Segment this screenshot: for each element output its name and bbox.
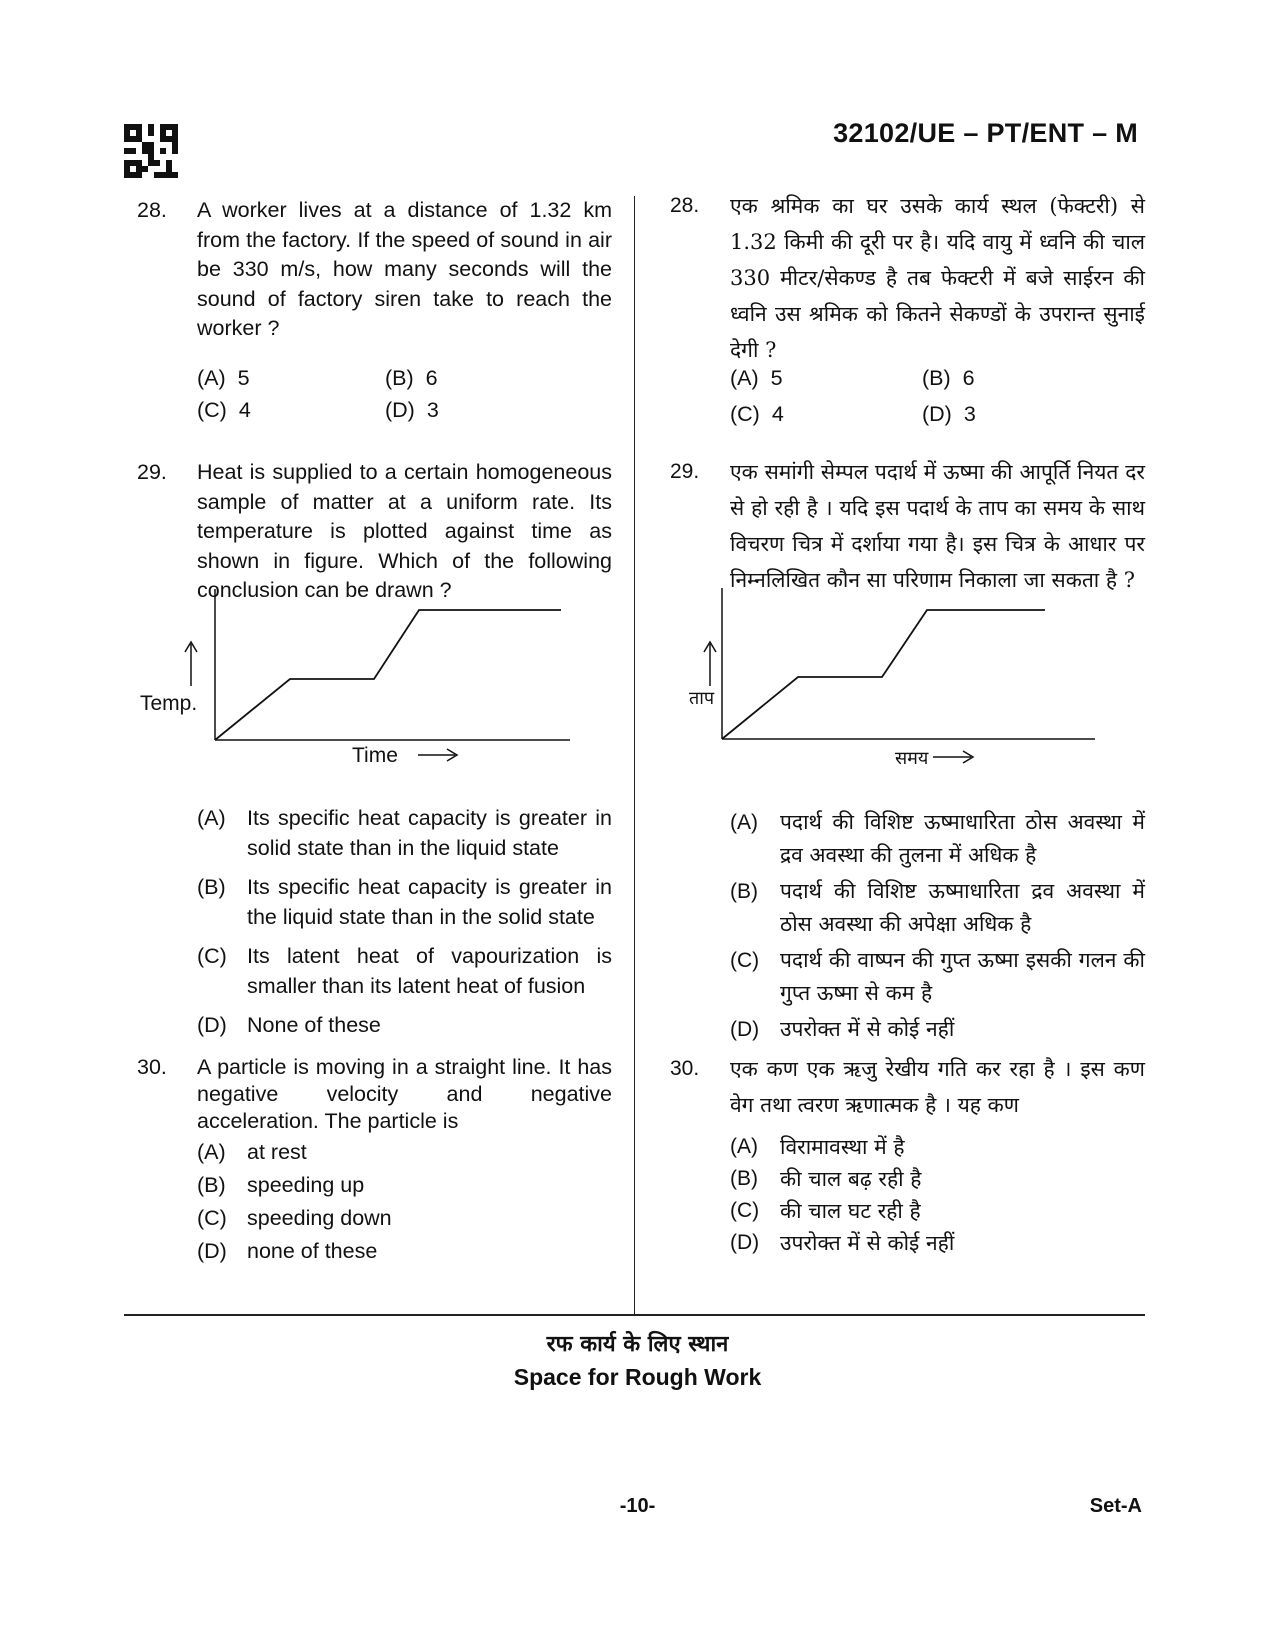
temperature-curve (215, 610, 561, 740)
option-c[interactable]: (C) 4 (197, 398, 251, 422)
question-30-en (137, 1054, 612, 1135)
question-number: 30. (670, 1057, 700, 1080)
option-d[interactable]: (D) उपरोक्त में से कोई नहीं (730, 1231, 955, 1255)
option-a[interactable]: (A) Its specific heat capacity is greater in solid state than in the liquid state (197, 806, 612, 860)
qr-code (124, 124, 178, 178)
option-d[interactable]: (D) None of these (197, 1013, 381, 1037)
rough-work-title-hindi: रफ कार्य के लिए स्थान (546, 1331, 729, 1357)
option-d[interactable]: (D) 3 (385, 398, 439, 422)
option-c[interactable]: (C) Its latent heat of vapourization is smaller than its latent heat of fusion (197, 944, 612, 998)
option-b[interactable]: (B) Its specific heat capacity is greater in the liquid state than in the solid state (197, 875, 612, 929)
paper-code: 32102/UE – PT/ENT – M (833, 118, 1138, 148)
y-axis-label: Temp. (140, 692, 198, 715)
option-d[interactable]: (D) 3 (922, 402, 976, 426)
question-text: एक समांगी सेम्पल पदार्थ में ऊष्मा की आपूर्ति नियत दर से हो रही है । यदि इस पदार्थ के ताप का समय के साथ विचरण चित्र में दर्शाया गया है। इस चित्र के आधार पर निम्नलिखित कौन सा परिणाम निकाला जा सकता है ? (730, 460, 1145, 592)
option-a[interactable]: (A) पदार्थ की विशिष्ट ऊष्माधारिता ठोस अवस्था में द्रव अवस्था की तुलना में अधिक है (730, 810, 1145, 867)
question-text: एक श्रमिक का घर उसके कार्य स्थल (फेक्टरी) से 1.32 किमी की दूरी पर है। यदि वायु में ध्वनि की चाल 330 मीटर/सेकण्ड है तब फेक्टरी में बजे साईरन की ध्वनि उस श्रमिक को कितने सेकण्डों के उपरान्त सुनाई देगी ? (730, 194, 1145, 362)
question-number: 29. (137, 460, 167, 484)
temp-time-graph-en (137, 586, 597, 776)
question-text: Heat is supplied to a certain homogeneous sample of matter at a uniform rate. Its temperature is plotted against time as shown in figure. Which of the following conclusion can be drawn ? (197, 460, 612, 602)
set-label: Set-A (1089, 1495, 1142, 1517)
question-text: A particle is moving in a straight line. It has negative velocity and negative acceleration. The particle is (197, 1055, 612, 1133)
option-a[interactable]: (A) 5 (730, 366, 783, 390)
question-text: एक कण एक ऋजु रेखीय गति कर रहा है । इस कण वेग तथा त्वरण ऋणात्मक है । यह कण (730, 1057, 1145, 1117)
page-number: -10- (619, 1495, 656, 1517)
temp-time-graph-hi (670, 586, 1130, 806)
question-number: 30. (137, 1055, 167, 1079)
option-b[interactable]: (B) speeding up (197, 1173, 365, 1197)
option-c[interactable]: (C) पदार्थ की वाष्पन की गुप्त ऊष्मा इसकी गलन की गुप्त ऊष्मा से कम है (730, 948, 1145, 1005)
options-list (730, 806, 1145, 1046)
option-a[interactable]: (A) 5 (197, 366, 250, 390)
option-a[interactable]: (A) at rest (197, 1140, 307, 1164)
option-c[interactable]: (C) 4 (730, 402, 784, 426)
question-number: 28. (670, 194, 700, 217)
question-30-hi (670, 1051, 1145, 1123)
section-divider (124, 1314, 1145, 1316)
option-b[interactable]: (B) पदार्थ की विशिष्ट ऊष्माधारिता द्रव अवस्था में ठोस अवस्था की अपेक्षा अधिक है (730, 879, 1145, 936)
options-list (730, 1131, 1145, 1259)
option-d[interactable]: (D) उपरोक्त में से कोई नहीं (730, 1017, 955, 1041)
question-text: A worker lives at a distance of 1.32 km from the factory. If the speed of sound in air be 330 m/s, how many seconds will the sound of factory siren take to reach the worker ? (197, 198, 612, 340)
option-b[interactable]: (B) 6 (385, 366, 438, 390)
y-axis-label: ताप (689, 688, 715, 709)
temperature-curve (722, 610, 1045, 739)
question-number: 29. (670, 460, 700, 483)
question-29-hi (670, 454, 1145, 598)
question-28-en (137, 196, 612, 422)
option-b[interactable]: (B) 6 (922, 366, 975, 390)
question-28-hi (670, 188, 1145, 426)
question-29-en (137, 458, 612, 606)
option-c[interactable]: (C) की चाल घट रही है (730, 1199, 921, 1223)
options-list (197, 804, 612, 1041)
x-axis-label: Time (352, 744, 398, 767)
x-axis-label: समय (895, 748, 929, 769)
rough-work-title: Space for Rough Work (513, 1364, 762, 1390)
question-number: 28. (137, 198, 167, 222)
options-list (197, 1136, 612, 1268)
option-d[interactable]: (D) none of these (197, 1239, 378, 1263)
option-a[interactable]: (A) विरामावस्था में है (730, 1135, 905, 1159)
option-c[interactable]: (C) speeding down (197, 1206, 392, 1230)
option-b[interactable]: (B) की चाल बढ़ रही है (730, 1167, 922, 1191)
column-divider (634, 196, 635, 1314)
